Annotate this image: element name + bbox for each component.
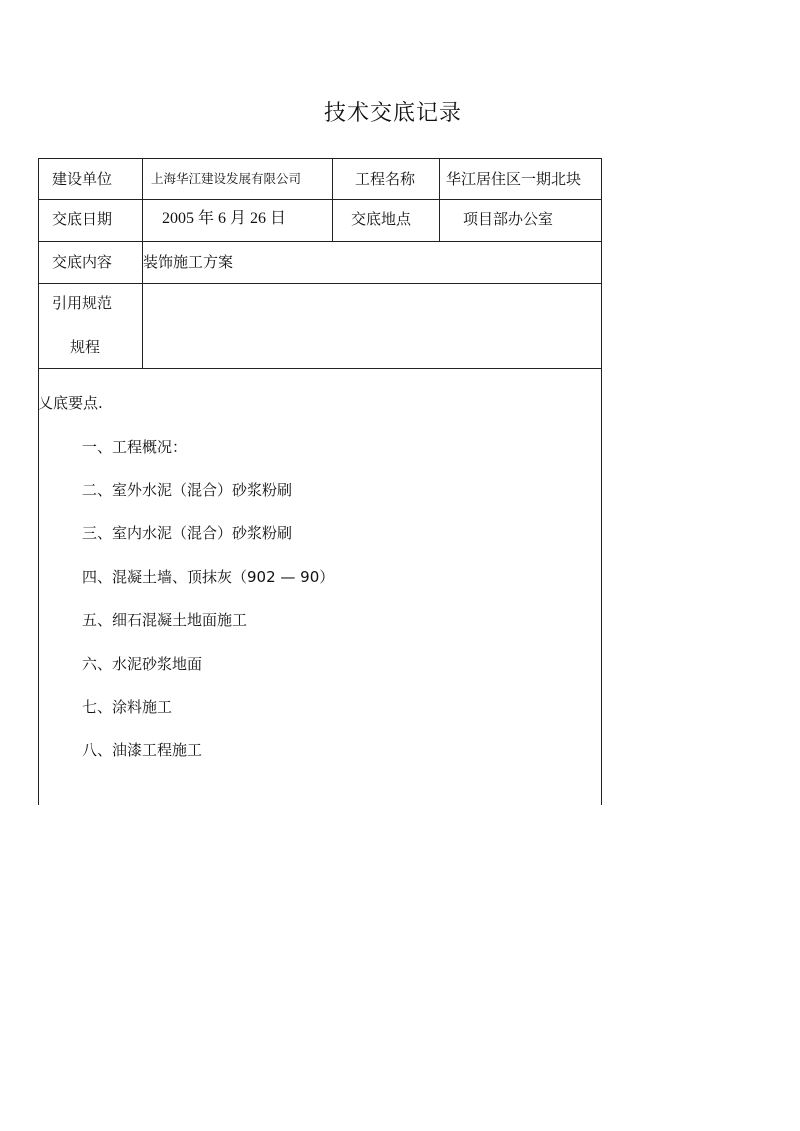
list-item: 二、室外水泥（混合）砂浆粉刷 — [82, 481, 293, 499]
handover-date-value: 2005 年 6 月 26 日 — [162, 210, 287, 227]
list-item: 五、细石混凝土地面施工 — [82, 611, 248, 629]
column-divider-2 — [332, 158, 333, 241]
construction-unit-label: 建设单位 — [52, 170, 113, 188]
list-item: 六、水泥砂浆地面 — [82, 655, 203, 673]
row-divider-4 — [38, 368, 601, 369]
handover-date-label: 交底日期 — [52, 210, 113, 228]
row-divider-3 — [38, 283, 601, 284]
handover-content-value: 装饰施工方案 — [143, 253, 234, 271]
row-divider-2 — [38, 241, 601, 242]
list-item: 三、室内水泥（混合）砂浆粉刷 — [82, 524, 293, 542]
list-item: 四、混凝土墙、顶抹灰（902 — 90） — [82, 568, 335, 586]
handover-content-label: 交底内容 — [52, 253, 113, 271]
list-item: 八、油漆工程施工 — [82, 741, 203, 759]
list-item: 七、涂料施工 — [82, 698, 173, 716]
handover-location-value: 项目部办公室 — [463, 210, 554, 228]
document-title: 技术交底记录 — [323, 101, 462, 126]
handover-location-label: 交底地点 — [351, 210, 412, 228]
referenced-standards-label-cont: 规程 — [70, 338, 101, 356]
project-name-label: 工程名称 — [355, 170, 416, 188]
list-item: 一、工程概况： — [82, 438, 188, 456]
row-divider-1 — [38, 199, 601, 200]
column-divider-3 — [439, 158, 440, 241]
handover-key-points-heading: 乂底要点. — [38, 394, 103, 412]
referenced-standards-label: 引用规范 — [52, 294, 113, 312]
project-name-value: 华江居住区一期北块 — [446, 170, 582, 188]
construction-unit-value: 上海华江建设发展有限公司 — [151, 171, 302, 186]
